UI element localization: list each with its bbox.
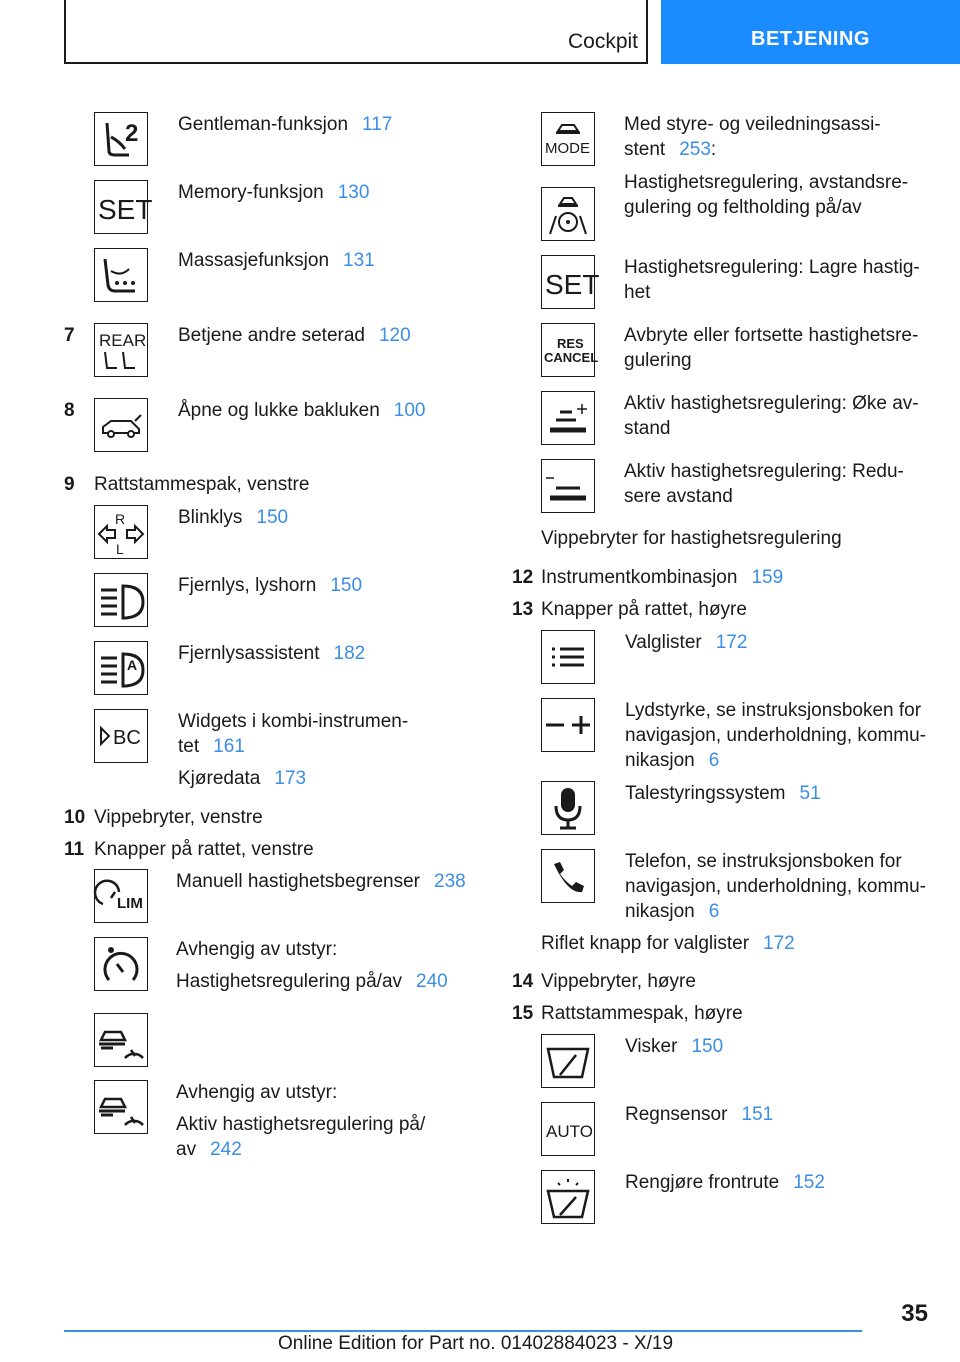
page-link[interactable]: 151 bbox=[741, 1104, 774, 1125]
rear-seats-icon bbox=[94, 323, 148, 377]
item-number: 12 bbox=[512, 567, 534, 588]
svg-text:LIM: LIM bbox=[117, 895, 143, 912]
phone-icon bbox=[541, 849, 595, 903]
massage-item: Massasjefunksjon 131 bbox=[178, 250, 375, 271]
svg-text:BC: BC bbox=[113, 727, 141, 749]
cruise-distance-item: Hastighetsregulering, avstandsre- gulering og feltholding på/av bbox=[624, 172, 909, 218]
page-link[interactable]: 131 bbox=[343, 250, 375, 271]
driving-data-item: Kjøredata 173 bbox=[178, 768, 307, 789]
page-link[interactable]: 150 bbox=[330, 575, 363, 596]
speed-limiter-icon bbox=[94, 869, 148, 923]
gentleman-item: Gentleman-funksjon 117 bbox=[178, 114, 393, 135]
item-number: 11 bbox=[64, 839, 85, 860]
mode-item: Med styre- og veiledningsassi- stent 253: bbox=[624, 114, 881, 160]
svg-text:SET: SET bbox=[98, 194, 153, 225]
bc-icon bbox=[94, 709, 148, 763]
auto-icon bbox=[541, 1102, 595, 1156]
item-number: 14 bbox=[512, 971, 534, 992]
page-link[interactable]: 152 bbox=[793, 1172, 825, 1193]
acc-car-icon bbox=[94, 1080, 148, 1134]
voice-item: Talestyringssystem 51 bbox=[625, 783, 821, 804]
set-icon bbox=[541, 255, 600, 309]
turn-signal-icon bbox=[94, 505, 148, 559]
page-link[interactable]: 172 bbox=[763, 933, 795, 954]
page-link[interactable]: 6 bbox=[708, 901, 720, 922]
acc-item: Avhengig av utstyr: bbox=[176, 1082, 338, 1103]
rear-seats-item: Betjene andre seterad 120 bbox=[178, 325, 411, 346]
item12-label: Instrumentkombinasjon 159 bbox=[541, 567, 784, 588]
footer-edition: Online Edition for Part no. 01402884023 - X/19 bbox=[278, 1333, 674, 1354]
knurl-item: Riflet knapp for valglister 172 bbox=[541, 933, 795, 954]
car-tailgate-icon bbox=[94, 398, 148, 452]
blinker-item: Blinklys 150 bbox=[178, 507, 289, 528]
item15-label: Rattstammespak, høyre bbox=[541, 1003, 743, 1024]
seat-2-icon bbox=[94, 112, 148, 166]
volume-item: Lydstyrke, se instruksjonsboken for navigasjon, underholdning, kommu- nikasjon 6 bbox=[625, 700, 927, 771]
item10-label: Vippebryter, venstre bbox=[94, 807, 263, 828]
svg-text:AUTO: AUTO bbox=[546, 1122, 593, 1141]
res-cancel-item: Avbryte eller fortsette hastighetsre- gulering bbox=[624, 325, 919, 371]
cruise-toggle-item: Hastighetsregulering på/av 240 bbox=[176, 971, 448, 992]
chapter-tab[interactable]: BETJENING bbox=[661, 0, 960, 64]
distance-decrease-icon bbox=[541, 459, 595, 513]
distance-plus-item: Aktiv hastighetsregulering: Øke av- stand bbox=[624, 393, 919, 439]
svg-text:RES: RES bbox=[557, 336, 584, 351]
lists-item: Valglister 172 bbox=[625, 632, 748, 653]
page-link[interactable]: 240 bbox=[416, 971, 448, 992]
item-number: 15 bbox=[512, 1003, 534, 1024]
page-link[interactable]: 6 bbox=[708, 750, 720, 771]
wash-item: Rengjøre frontrute 152 bbox=[625, 1172, 825, 1193]
page-link[interactable]: 182 bbox=[333, 643, 366, 664]
mode-icon bbox=[541, 112, 595, 166]
page-link[interactable]: 150 bbox=[691, 1036, 724, 1057]
item-number: 13 bbox=[512, 599, 534, 620]
svg-text:MODE: MODE bbox=[545, 140, 590, 157]
memory-item: Memory-funksjon 130 bbox=[178, 182, 370, 203]
page-link[interactable]: 238 bbox=[434, 871, 466, 892]
page-link[interactable]: 117 bbox=[362, 114, 393, 135]
speed-limiter-item: Manuell hastighetsbegrenser 238 bbox=[176, 871, 466, 892]
high-beam-icon bbox=[94, 573, 148, 627]
item-number: 7 bbox=[64, 325, 75, 346]
set-icon bbox=[94, 180, 153, 234]
item-number: 9 bbox=[64, 474, 75, 495]
distance-minus-item: Aktiv hastighetsregulering: Redu- sere avstand bbox=[624, 461, 904, 507]
page-link[interactable]: 172 bbox=[715, 632, 748, 653]
svg-text:A: A bbox=[127, 657, 138, 673]
page-link[interactable]: 130 bbox=[337, 182, 370, 203]
widgets-item: Widgets i kombi-instrumen- tet 161 bbox=[178, 711, 409, 757]
distance-increase-icon bbox=[541, 391, 595, 445]
page-link[interactable]: 51 bbox=[799, 783, 821, 804]
page-link[interactable]: 100 bbox=[393, 400, 426, 421]
svg-text:CANCEL: CANCEL bbox=[544, 350, 599, 365]
wiper-item: Visker 150 bbox=[625, 1036, 724, 1057]
acc-car-icon bbox=[94, 1013, 148, 1067]
set-speed-item: Hastighetsregulering: Lagre hastig- het bbox=[624, 257, 920, 303]
item11-label: Knapper på rattet, venstre bbox=[94, 839, 314, 860]
svg-text:R: R bbox=[115, 511, 126, 527]
item13-label: Knapper på rattet, høyre bbox=[541, 599, 747, 620]
steering-assist-icon bbox=[541, 187, 595, 241]
item-number: 8 bbox=[64, 400, 75, 421]
microphone-icon bbox=[541, 781, 595, 835]
rain-item: Regnsensor 151 bbox=[625, 1104, 774, 1125]
footer-divider bbox=[64, 1330, 862, 1332]
list-icon bbox=[541, 630, 595, 684]
page-link[interactable]: 161 bbox=[213, 736, 245, 757]
section-title: Cockpit bbox=[567, 30, 638, 53]
page-number: 35 bbox=[901, 1300, 928, 1327]
page-link[interactable]: 159 bbox=[751, 567, 784, 588]
svg-text:REAR: REAR bbox=[99, 331, 147, 350]
phone-item: Telefon, se instruksjonsboken for navigasjon, underholdning, kommu- nikasjon 6 bbox=[625, 851, 927, 922]
high-beam-item: Fjernlys, lyshorn 150 bbox=[178, 575, 363, 596]
item9-label: Rattstammespak, venstre bbox=[94, 474, 310, 495]
wiper-icon bbox=[541, 1034, 595, 1088]
res-cancel-icon bbox=[541, 323, 599, 377]
cruise-control-icon bbox=[94, 937, 148, 991]
washer-icon bbox=[541, 1170, 595, 1224]
rocker-cruise-label: Vippebryter for hastighetsregulering bbox=[541, 528, 842, 549]
svg-text:L: L bbox=[116, 541, 124, 557]
page-link[interactable]: 253 bbox=[679, 139, 711, 160]
page-link[interactable]: 173 bbox=[274, 768, 307, 789]
page-link[interactable]: 150 bbox=[256, 507, 289, 528]
page-link[interactable]: 242 bbox=[210, 1139, 242, 1160]
tailgate-item: Åpne og lukke bakluken 100 bbox=[178, 400, 426, 421]
massage-seat-icon bbox=[94, 248, 148, 302]
item14-label: Vippebryter, høyre bbox=[541, 971, 696, 992]
cruise-item: Avhengig av utstyr: bbox=[176, 939, 338, 960]
header-box bbox=[64, 0, 648, 64]
acc-toggle-item: Aktiv hastighetsregulering på/ av 242 bbox=[176, 1114, 426, 1160]
high-beam-assist-item: Fjernlysassistent 182 bbox=[178, 643, 366, 664]
high-beam-assist-icon bbox=[94, 641, 148, 695]
svg-text:2: 2 bbox=[125, 120, 139, 147]
volume-icon bbox=[541, 698, 595, 752]
item-number: 10 bbox=[64, 807, 86, 828]
svg-text:SET: SET bbox=[545, 269, 600, 300]
page-link[interactable]: 120 bbox=[378, 325, 411, 346]
